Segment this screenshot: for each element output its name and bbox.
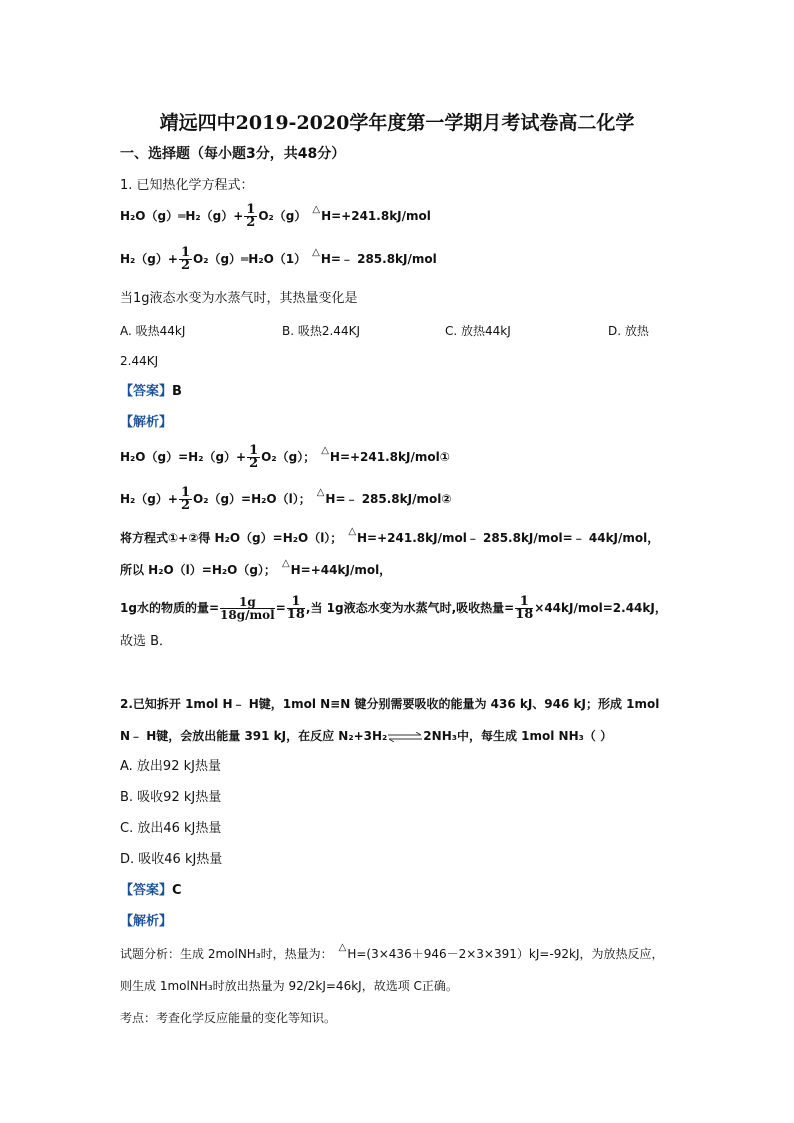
q1-option-d[interactable]: D. 放热: [608, 324, 649, 338]
q2-option-b[interactable]: B. 吸收92 kJ热量: [120, 790, 222, 805]
q2-answer: [120, 883, 182, 899]
fraction-half: $\frac{1}{2}$: [246, 202, 256, 230]
q1-analysis-eq-1: H₂O（g）=H₂（g）+ $\frac{1}{2}$ O₂（g）； △H=+241.8kJ/mol①: [120, 443, 450, 471]
fraction-mass: $\frac{1g}{\text{18g/mol}}$: [220, 595, 275, 622]
q2-analysis-line-2: 则生成 1molNH₃时放出热量为 92/2kJ=46kJ，故选项 C正确。: [120, 979, 458, 993]
delta-icon: △: [348, 526, 357, 537]
answer-label: 【答案】: [120, 384, 173, 399]
q1-option-c[interactable]: C. 放热44kJ: [445, 324, 511, 338]
q1-conclusion: 故选 B．: [120, 634, 173, 649]
fraction-eighteenth: $\frac{1}{18}$: [515, 594, 534, 622]
q2-stem-line-2: N﹣ H键，会放出能量 391 kJ，在反应 N₂+3H₂ 2NH₃中，每生成 1mol NH₃（ ）: [120, 729, 613, 743]
q1-option-a[interactable]: A. 吸热44kJ: [120, 324, 186, 338]
q1-analysis-reverse: 所以 H₂O（l）=H₂O（g）； △H=+44kJ/mol，: [120, 558, 392, 577]
q2-option-c[interactable]: C. 放出46 kJ热量: [120, 821, 222, 836]
eq1-left: H₂O（g）═H₂（g）+: [120, 209, 244, 223]
answer-value: B: [172, 384, 182, 399]
page-title: 靖远四中2019-2020学年度第一学期月考试卷高二化学: [159, 112, 635, 134]
q1-stem: 1. 已知热化学方程式：: [120, 178, 254, 193]
q2-analysis-line-3: 考点：考查化学反应能量的变化等知识。: [120, 1011, 337, 1025]
delta-icon: △: [321, 445, 329, 456]
fraction-half: $\frac{1}{2}$: [180, 485, 190, 513]
eq2-left: H₂（g）+: [120, 252, 178, 266]
section-heading: 一、选择题（每小题3分，共48分）: [120, 146, 346, 162]
delta-icon: △: [312, 204, 321, 215]
delta-icon: △: [338, 942, 347, 953]
answer-label: 【答案】: [120, 883, 173, 898]
q1-equation-1: [120, 204, 431, 229]
answer-value: C: [172, 883, 182, 898]
q2-option-d[interactable]: D. 吸收46 kJ热量: [120, 852, 223, 867]
eq2-dh: H=﹣ 285.8kJ/mol: [320, 252, 437, 266]
q2-analysis-label: 【解析】: [120, 914, 173, 929]
q1-question: 当1g液态水变为水蒸气时，其热量变化是: [120, 291, 358, 306]
q1-analysis-eq-2: H₂（g）+ $\frac{1}{2}$ O₂（g）=H₂O（l）； △H=﹣ 285.8kJ/mol②: [120, 485, 452, 513]
q1-answer: [120, 384, 182, 400]
fraction-eighteenth: $\frac{1}{18}$: [286, 594, 305, 622]
q1-analysis-label: 【解析】: [120, 415, 173, 430]
delta-icon: △: [316, 487, 325, 498]
fraction-half: $\frac{1}{2}$: [249, 443, 259, 471]
q1-analysis-combine: 将方程式①+②得 H₂O（g）=H₂O（l）； △H=+241.8kJ/mol﹣ 285.8kJ/mol=﹣ 44kJ/mol，: [120, 526, 660, 545]
delta-icon: △: [281, 558, 290, 569]
q1-option-b[interactable]: B. 吸热2.44KJ: [282, 324, 360, 338]
q2-option-a[interactable]: A. 放出92 kJ热量: [120, 759, 221, 774]
q1-analysis-calc: 1g水的物质的量= $\frac{1g}{\text{18g/mol}}$ = $\frac{1}{18}$ ,当 1g液态水变为水蒸气时,吸收热量= $\frac{1}{18}$ ×44kJ/mol=2.44kJ，: [120, 594, 667, 622]
eq2-right: O₂（g）═H₂O（1）: [193, 252, 307, 266]
q1-equation-2: [120, 247, 437, 272]
eq1-dh: H=+241.8kJ/mol: [321, 209, 431, 223]
q2-stem-line-1: 2.已知拆开 1mol H﹣ H键，1mol N≡N 键分别需要吸收的能量为 436 kJ、946 kJ；形成 1mol: [120, 697, 660, 711]
equilibrium-arrows-icon: [387, 732, 423, 742]
fraction-half: $\frac{1}{2}$: [180, 245, 190, 273]
q2-analysis-line-1: 试题分析：生成 2molNH₃时，热量为： △H=(3×436＋946－2×3×391）kJ=-92kJ，为放热反应，: [120, 942, 664, 961]
eq1-right: O₂（g）: [258, 209, 307, 223]
delta-icon: △: [312, 247, 320, 258]
q1-option-d-cont: 2.44KJ: [120, 354, 159, 368]
